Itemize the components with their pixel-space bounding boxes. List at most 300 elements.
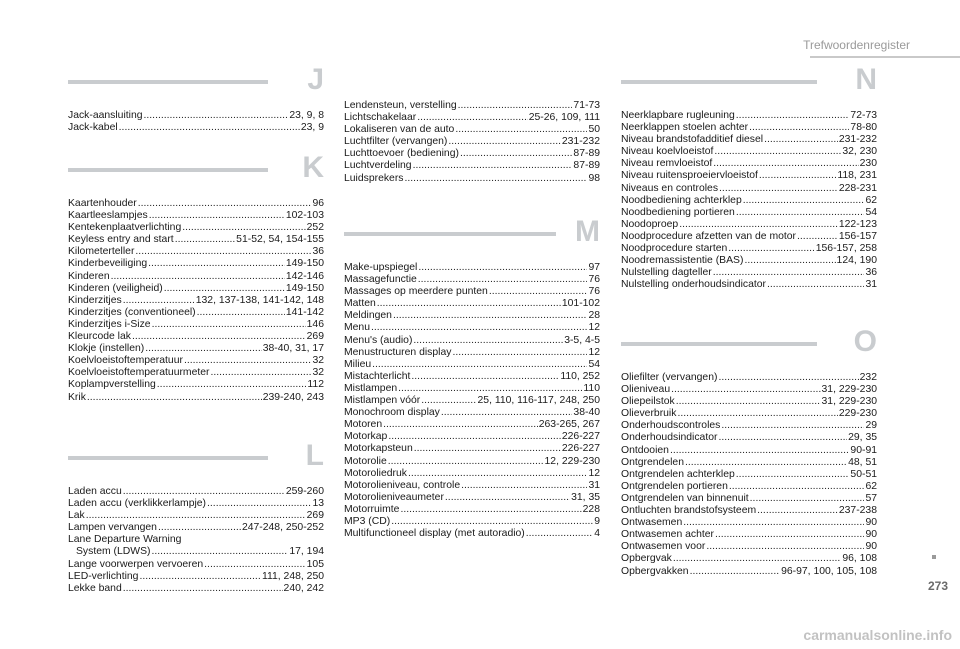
index-entry: [344, 456, 600, 468]
index-entry: [621, 267, 877, 279]
entry-list: [621, 110, 877, 291]
entry-pages: 90-91: [850, 444, 877, 456]
index-entry: [621, 158, 877, 170]
entry-term: Klokje (instellen): [68, 343, 145, 355]
entry-term: Matten: [344, 298, 376, 310]
section-letter: M: [575, 215, 600, 248]
entry-term: Jack-aansluiting: [68, 110, 143, 121]
entry-term: Kinderzitjes (conventioneel): [68, 306, 196, 318]
index-entry: [621, 183, 877, 195]
entry-term: Kaartenhouder: [68, 198, 137, 209]
index-entry: [68, 571, 324, 583]
entry-pages: 54: [865, 206, 877, 218]
entry-pages: 50-51: [850, 468, 877, 480]
dot-leader: [750, 493, 865, 505]
entry-pages: 12: [588, 322, 600, 334]
entry-term: Krik: [68, 391, 86, 403]
section-header-m: [344, 215, 600, 256]
index-entry: [621, 219, 877, 231]
entry-term: Niveaus en controles: [621, 182, 719, 194]
index-entry: [344, 124, 600, 136]
entry-pages: 12: [588, 346, 600, 358]
entry-term: Onderhoudscontroles: [621, 420, 721, 432]
entry-pages: 229-230: [838, 408, 877, 420]
entry-term: Menustructuren display: [344, 346, 452, 358]
page-header-title: Trefwoordenregister: [803, 38, 910, 52]
dot-leader: [721, 420, 864, 432]
entry-term: Kinderzitjes i-Size: [68, 318, 151, 330]
dot-leader: [123, 295, 195, 307]
entry-pages: 31, 229-230: [821, 384, 877, 396]
entry-term: Lampen vervangen: [68, 522, 157, 534]
entry-pages: 38-40, 31, 17: [262, 343, 324, 355]
index-entry: [344, 443, 600, 455]
entry-pages: 122-123: [838, 218, 877, 230]
index-entry: [68, 355, 324, 367]
dot-leader: [677, 408, 837, 420]
entry-term: Noodprocedure afzetten van de motor: [621, 230, 797, 242]
entry-pages: 149-150: [285, 258, 324, 270]
dot-leader: [182, 222, 305, 234]
entry-term: Motorkapsteun: [344, 443, 413, 455]
entry-pages: 9: [594, 515, 600, 527]
entry-term: Noodprocedure starten: [621, 243, 728, 255]
dot-leader: [452, 347, 587, 359]
section-letter: O: [853, 325, 877, 358]
dot-leader: [749, 122, 849, 134]
index-entry: [621, 481, 877, 493]
entry-pages: 50: [588, 124, 600, 136]
dot-leader: [207, 498, 311, 510]
dot-leader: [197, 307, 285, 319]
index-entry: [621, 517, 877, 529]
dot-leader: [414, 443, 561, 455]
index-entry: [621, 372, 877, 384]
entry-pages: 110: [583, 382, 600, 394]
entry-term: Olieverbruik: [621, 408, 677, 420]
entry-term: Laden accu (verklikkerlampje): [68, 498, 207, 510]
section-n: [621, 63, 877, 291]
index-entry: [344, 335, 600, 347]
index-entry: [344, 298, 600, 310]
section-divider: [621, 342, 817, 346]
entry-pages: 252: [306, 222, 324, 234]
entry-pages: 156-157: [838, 230, 877, 242]
section-o: [621, 325, 877, 578]
entry-list: [68, 198, 324, 404]
dot-leader: [123, 486, 285, 498]
index-entry: [68, 110, 324, 122]
dot-leader: [714, 146, 841, 158]
entry-term: Niveau ruitensproeiervloeistof: [621, 170, 758, 182]
entry-term: MP3 (CD): [344, 515, 391, 527]
entry-term: Lane Departure Warning: [68, 534, 182, 546]
entry-term: Noodbediening portieren: [621, 206, 735, 218]
dot-leader: [405, 173, 588, 185]
entry-term: Luidsprekers: [344, 172, 404, 184]
index-entry: [621, 122, 877, 134]
entry-pages: 32, 230: [842, 146, 877, 158]
index-entry: [621, 110, 877, 122]
entry-term: Mistlampen vóór: [344, 395, 421, 407]
dot-leader: [371, 322, 587, 334]
section-m: [344, 215, 600, 540]
section-header-j: [68, 63, 324, 104]
entry-pages: 87-89: [573, 160, 600, 172]
entry-term: Ontgrendelen van binnenuit: [621, 492, 749, 504]
entry-pages: 118, 231: [837, 170, 877, 182]
entry-pages: 87-89: [573, 148, 600, 160]
index-entry: [68, 307, 324, 319]
entry-pages: 124, 190: [836, 255, 877, 267]
index-entry: [344, 310, 600, 322]
dot-leader: [400, 504, 581, 516]
index-entry: [621, 445, 877, 457]
entry-pages: 142-146: [285, 270, 324, 282]
index-entry: [344, 286, 600, 298]
dot-leader: [448, 136, 560, 148]
dot-leader: [759, 170, 836, 182]
index-entry: [68, 258, 324, 270]
entry-pages: 240, 242: [283, 582, 324, 594]
dot-leader: [164, 283, 285, 295]
dot-leader: [757, 505, 838, 517]
index-entry: [621, 432, 877, 444]
entry-term: Olieniveau: [621, 384, 671, 396]
entry-term: Kilometerteller: [68, 246, 135, 258]
entry-pages: 105: [306, 558, 324, 570]
entry-term: Motorolieniveau, controle: [344, 479, 461, 491]
entry-term: Milieu: [344, 358, 372, 370]
entry-pages: 23, 9: [300, 122, 324, 134]
entry-pages: 156-157, 258: [815, 243, 877, 255]
index-entry: [621, 279, 877, 291]
dot-leader: [690, 566, 781, 578]
dot-leader: [87, 392, 262, 404]
dot-leader: [421, 395, 476, 407]
index-entry: [68, 379, 324, 391]
dot-leader: [736, 207, 865, 219]
entry-pages: 76: [588, 286, 600, 298]
index-entry: [344, 528, 600, 540]
index-entry: [344, 516, 600, 528]
entry-term: Massages op meerdere punten: [344, 286, 488, 298]
index-entry: [344, 136, 600, 148]
entry-pages: 228: [582, 503, 600, 515]
entry-term: Noodbediening achterklep: [621, 194, 742, 206]
entry-pages: 263-265, 267: [538, 419, 600, 431]
entry-pages: 62: [865, 480, 877, 492]
entry-pages: 48, 51: [848, 456, 877, 468]
dot-leader: [135, 246, 311, 258]
entry-term: Motorruimte: [344, 503, 400, 515]
dot-leader: [377, 298, 561, 310]
entry-term: Ontdooien: [621, 444, 669, 456]
entry-pages: 90: [865, 541, 877, 553]
index-entry: [621, 134, 877, 146]
index-entry: [68, 392, 324, 404]
dot-leader: [718, 432, 847, 444]
entry-pages: 31: [865, 279, 877, 291]
entry-term: Menu's (audio): [344, 334, 413, 346]
dot-leader: [388, 431, 561, 443]
entry-term: Motoroliedruk: [344, 467, 407, 479]
entry-pages: 23, 9, 8: [289, 110, 324, 121]
index-entry: [344, 492, 600, 504]
dot-leader: [706, 541, 864, 553]
entry-pages: 97: [588, 262, 600, 273]
dot-leader: [383, 419, 538, 431]
entry-pages: 146: [306, 318, 324, 330]
entry-pages: 13: [312, 498, 324, 510]
entry-term: Lak: [68, 510, 85, 522]
entry-pages: 98: [588, 172, 600, 184]
entry-pages: 29, 35: [848, 432, 877, 444]
index-entry: [68, 283, 324, 295]
index-entry: [621, 505, 877, 517]
dot-leader: [715, 529, 864, 541]
index-entry: [344, 322, 600, 334]
section-header-n: [621, 63, 877, 104]
index-entry: [68, 319, 324, 331]
entry-term: Ontgrendelen achterklep: [621, 468, 735, 480]
dot-leader: [728, 243, 814, 255]
index-entry: [68, 198, 324, 210]
entry-term: Monochroom display: [344, 407, 440, 419]
dot-leader: [673, 553, 842, 565]
entry-term: Motorolieniveaumeter: [344, 491, 444, 503]
index-entry: [68, 343, 324, 355]
dot-leader: [138, 198, 312, 210]
index-entry: [621, 420, 877, 432]
index-entry: [621, 541, 877, 553]
index-entry: [621, 207, 877, 219]
index-entry: [344, 112, 600, 124]
dot-leader: [767, 279, 864, 291]
index-entry: [344, 504, 600, 516]
entry-list: [344, 100, 600, 185]
index-entry: [68, 559, 324, 571]
entry-term: Neerklappen stoelen achter: [621, 122, 749, 134]
dot-leader: [685, 457, 847, 469]
dot-leader: [713, 158, 858, 170]
entry-pages: 17, 194: [289, 546, 324, 558]
index-entry: [68, 367, 324, 379]
dot-leader: [408, 468, 587, 480]
entry-pages: 57: [865, 492, 877, 504]
dot-leader: [149, 210, 285, 222]
index-entry: [621, 553, 877, 565]
section-divider: [344, 232, 556, 236]
entry-pages: 28: [588, 310, 600, 322]
index-entry: [621, 243, 877, 255]
index-entry: [344, 160, 600, 172]
entry-pages: 112: [307, 379, 324, 391]
index-entry: [68, 234, 324, 246]
dot-leader: [388, 456, 544, 468]
section-letter: N: [855, 63, 877, 96]
entry-pages: 4: [594, 528, 600, 540]
dot-leader: [418, 262, 587, 274]
index-entry: [344, 274, 600, 286]
index-entry: [621, 408, 877, 420]
entry-pages: 269: [306, 510, 324, 522]
index-entry: [344, 347, 600, 359]
section-j: [68, 63, 324, 134]
dot-leader: [736, 110, 850, 122]
entry-term: Motorkap: [344, 431, 388, 443]
dot-leader: [736, 469, 850, 481]
dot-leader: [204, 559, 305, 571]
entry-term: Koelvloeistoftemperatuurmeter: [68, 367, 210, 379]
dot-leader: [398, 383, 582, 395]
dot-leader: [458, 100, 573, 112]
dot-leader: [683, 517, 864, 529]
entry-term: Kinderbeveiliging: [68, 258, 148, 270]
dot-leader: [676, 396, 821, 408]
entry-pages: 96: [312, 198, 324, 209]
entry-term: Kinderen: [68, 270, 110, 282]
entry-pages: 32: [312, 367, 324, 379]
dot-leader: [211, 367, 312, 379]
index-entry: [68, 295, 324, 307]
index-entry: [344, 407, 600, 419]
page-number: 273: [927, 579, 948, 593]
entry-term: Make-upspiegel: [344, 262, 418, 273]
entry-pages: 228-231: [838, 182, 877, 194]
index-entry: [621, 396, 877, 408]
entry-term: Nulstelling onderhoudsindicator: [621, 279, 766, 291]
entry-term: Kinderen (veiligheid): [68, 282, 163, 294]
entry-pages: 71-73: [573, 100, 600, 111]
index-entry: [621, 231, 877, 243]
entry-term: Mistachterlicht: [344, 370, 411, 382]
entry-pages: 239-240, 243: [262, 391, 324, 403]
entry-list: [344, 262, 600, 540]
entry-pages: 31, 35: [571, 491, 600, 503]
entry-term: Kentekenplaatverlichting: [68, 222, 182, 234]
entry-term: Multifunctioneel display (met autoradio): [344, 528, 525, 540]
index-entry: [621, 255, 877, 267]
entry-term: Massagefunctie: [344, 274, 417, 286]
entry-term: Nulstelling dagteller: [621, 267, 712, 279]
index-entry: [68, 546, 324, 558]
entry-term: Lokaliseren van de auto: [344, 124, 455, 136]
entry-term: Kinderzitjes: [68, 294, 122, 306]
section-k: [68, 151, 324, 404]
dot-leader: [411, 371, 559, 383]
index-entry: [344, 431, 600, 443]
index-entry: [621, 170, 877, 182]
index-entry: [68, 122, 324, 134]
dot-leader: [445, 492, 570, 504]
dot-leader: [139, 571, 261, 583]
dot-leader: [455, 124, 587, 136]
index-entry: [68, 271, 324, 283]
entry-term: Jack-kabel: [68, 122, 118, 134]
entry-term: Ontwasemen achter: [621, 529, 714, 541]
index-entry: [621, 384, 877, 396]
entry-pages: 141-142: [285, 306, 324, 318]
entry-term: Opbergvakken: [621, 565, 689, 577]
index-entry: [344, 480, 600, 492]
entry-term: Keyless entry and start: [68, 234, 174, 246]
dot-leader: [719, 183, 838, 195]
section-divider: [621, 80, 817, 84]
entry-list: [68, 486, 324, 595]
entry-pages: 25-26, 109, 111: [528, 112, 600, 124]
entry-pages: 259-260: [285, 486, 324, 497]
dot-leader: [158, 522, 241, 534]
entry-term: Oliepeilstok: [621, 396, 675, 408]
entry-term: Menu: [344, 322, 370, 334]
entry-pages: 231-232: [561, 136, 600, 148]
dot-leader: [413, 335, 563, 347]
entry-term: Lendensteun, verstelling: [344, 100, 457, 111]
index-entry: [621, 493, 877, 505]
entry-term: Ontwasemen: [621, 517, 683, 529]
dot-leader: [157, 379, 307, 391]
dot-leader: [764, 134, 838, 146]
dot-leader: [489, 286, 588, 298]
entry-pages: 36: [865, 267, 877, 279]
entry-pages: 31: [588, 479, 600, 491]
entry-pages: 247-248, 250-252: [241, 522, 324, 534]
entry-pages: 230: [859, 158, 877, 170]
index-entry: [344, 383, 600, 395]
section-header-k: [68, 151, 324, 192]
entry-term: Lichtschakelaar: [344, 112, 417, 124]
index-entry: [621, 529, 877, 541]
section-letter: J: [307, 63, 324, 96]
dot-leader: [391, 516, 593, 528]
section-header-o: [621, 325, 877, 366]
section-divider: [68, 168, 268, 172]
entry-pages: 231-232: [838, 134, 877, 146]
dot-leader: [671, 384, 820, 396]
dot-leader: [526, 528, 593, 540]
entry-term: Niveau koelvloeistof: [621, 146, 714, 158]
dot-leader: [417, 112, 528, 124]
entry-pages: 72-73: [850, 110, 877, 121]
entry-term: Motorolie: [344, 455, 387, 467]
index-entry: [68, 583, 324, 595]
section-l: [68, 439, 324, 595]
section-divider: [68, 456, 268, 460]
dot-leader: [679, 219, 838, 231]
index-entry: [344, 419, 600, 431]
entry-pages: 25, 110, 116-117, 248, 250: [477, 395, 600, 407]
section-divider: [68, 80, 268, 84]
entry-pages: 31, 229-230: [821, 396, 877, 408]
entry-pages: 132, 137-138, 141-142, 148: [195, 294, 324, 306]
entry-pages: 96-97, 100, 105, 108: [781, 565, 877, 577]
index-entry: [344, 395, 600, 407]
dot-leader: [86, 510, 306, 522]
entry-term: Noodremassistentie (BAS): [621, 255, 744, 267]
entry-term: Ontwasemen voor: [621, 541, 706, 553]
index-entry: [344, 359, 600, 371]
entry-term: Neerklapbare rugleuning: [621, 110, 735, 121]
index-entry: [68, 210, 324, 222]
entry-pages: 29: [865, 420, 877, 432]
index-entry: [621, 457, 877, 469]
dot-leader: [418, 274, 588, 286]
index-entry: [621, 566, 877, 578]
entry-pages: 101-102: [561, 298, 600, 310]
index-entry: [344, 148, 600, 160]
entry-pages: 54: [588, 358, 600, 370]
